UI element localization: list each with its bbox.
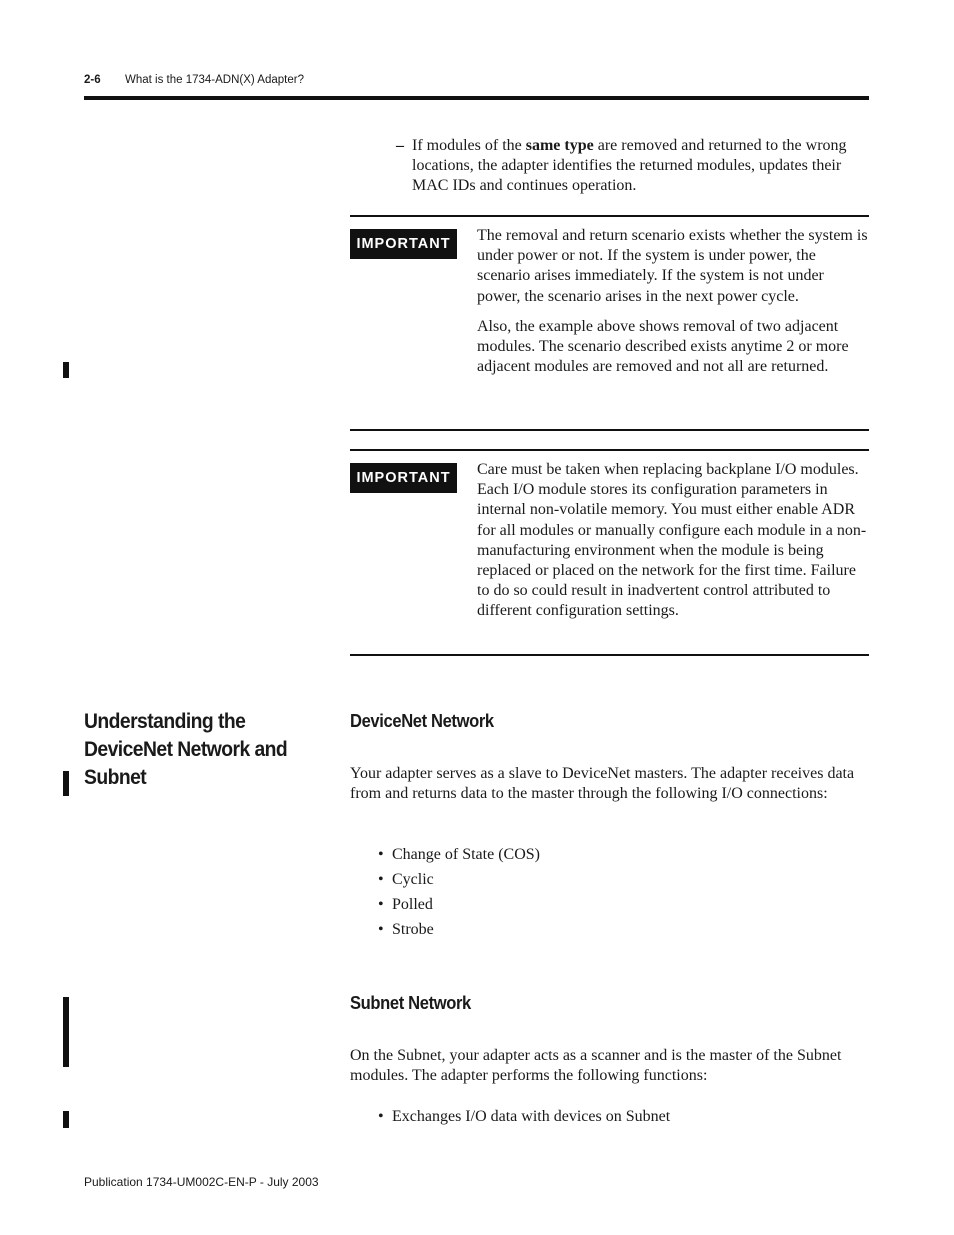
- header-rule: [84, 96, 869, 100]
- dash-text-before: If modules of the: [412, 137, 526, 154]
- list-item: • Polled: [378, 892, 540, 917]
- change-bar: [63, 771, 69, 796]
- devicenet-paragraph: Your adapter serves as a slave to DeviceNet masters. The adapter receives data from and returns data to the master through the following I/O connections:: [350, 765, 855, 803]
- dash-item-text: [412, 136, 868, 197]
- important-1-label: IMPORTANT: [350, 229, 457, 259]
- important-1-bottom-rule: [350, 429, 869, 431]
- dash-marker: –: [396, 137, 404, 154]
- important-2-text: [477, 460, 869, 622]
- section-heading: Understanding the DeviceNet Network and Subnet: [84, 710, 288, 789]
- list-item: • Cyclic: [378, 867, 540, 892]
- devicenet-heading: DeviceNet Network: [350, 711, 494, 731]
- subnet-paragraph: On the Subnet, your adapter acts as a scanner and is the master of the Subnet modules. The adapter performs the following functions:: [350, 1047, 842, 1085]
- important-2-bottom-rule: [350, 654, 869, 656]
- list-item: • Change of State (COS): [378, 842, 540, 867]
- important-1-paragraph: The removal and return scenario exists whether the system is under power or not. If the system is under power, the scenario arises immediately. If the system is not under power, the scenario arises in the next power cycle.: [477, 227, 868, 305]
- change-bar: [63, 362, 69, 378]
- footer-publication: Publication 1734-UM002C-EN-P - July 2003: [84, 1175, 319, 1189]
- dash-text-bold: same type: [525, 137, 594, 154]
- change-bar: [63, 997, 69, 1067]
- list-item: • Exchanges I/O data with devices on Subnet: [378, 1104, 670, 1129]
- important-2-paragraph: Care must be taken when replacing backplane I/O modules. Each I/O module stores its configuration parameters in internal non-volatile memory. You must either enable ADR for all modules or manually configure each module in a non-manufacturing environment when the module is being replaced or placed on the network for the first time. Failure to do so could result in inadvertent control attributed to different configuration settings.: [477, 461, 867, 620]
- important-1-paragraph: Also, the example above shows removal of two adjacent modules. The scenario described exists anytime 2 or more adjacent modules are removed and not all are returned.: [477, 317, 849, 376]
- important-1-text: [477, 226, 869, 377]
- chapter-title: What is the 1734-ADN(X) Adapter?: [125, 74, 304, 86]
- dash-text-after: are removed and returned to the wrong locations, the adapter identifies the returned modules, updates their MAC IDs and continues operation.: [412, 137, 847, 195]
- list-item: • Strobe: [378, 917, 540, 942]
- important-2-label: IMPORTANT: [350, 463, 457, 493]
- devicenet-bullet-list: [378, 842, 540, 942]
- page-number: 2-6: [84, 74, 101, 86]
- important-1-top-rule: [350, 215, 869, 217]
- change-bar: [63, 1111, 69, 1128]
- subnet-bullet-list: [378, 1104, 670, 1129]
- important-2-top-rule: [350, 449, 869, 451]
- subnet-heading: Subnet Network: [350, 993, 471, 1013]
